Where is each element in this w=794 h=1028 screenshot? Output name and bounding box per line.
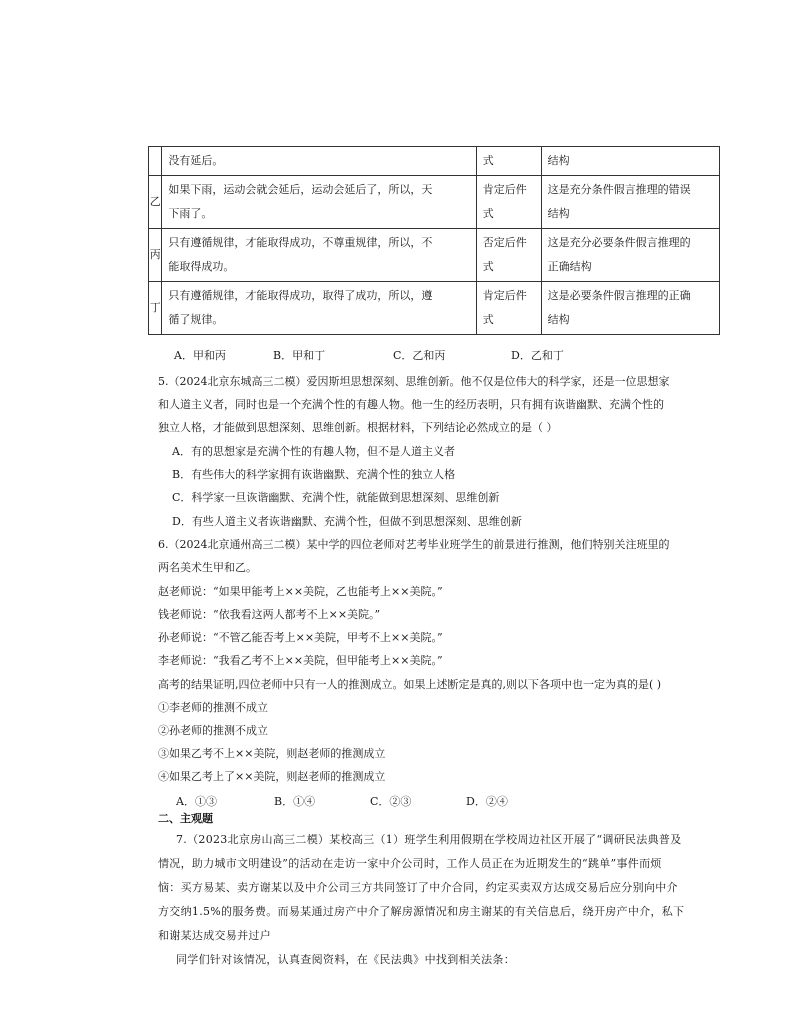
q7-line: 情况，助力城市文明建设”的活动在走访一家中介公司时，工作人员正在为近期发生的“跳单”事件而烦 — [158, 857, 662, 870]
q6-statement: ②孙老师的推测不成立 — [158, 724, 268, 737]
row-label — [149, 147, 162, 176]
option-b: B．甲和丁 — [273, 349, 326, 362]
example-cell: 只有遵循规律，才能取得成功，取得了成功，所以，遵 循了规律。 — [162, 282, 476, 335]
q6-quote-qian: 钱老师说：“依我看这两人都考不上××美院。” — [158, 608, 381, 621]
option-c: C．②③ — [370, 795, 412, 808]
q6-quote-sun: 孙老师说：“不管乙能否考上××美院，甲考不上××美院。” — [158, 631, 443, 644]
reasoning-table — [148, 146, 720, 335]
option-a: A．①③ — [176, 795, 217, 808]
judgement-cell: 这是必要条件假言推理的正确 结构 — [541, 282, 719, 335]
row-label: 丙 — [149, 229, 162, 282]
q5-stem-line: 独立人格，才能做到思想深刻、思维创新。根据材料，下列结论必然成立的是（ ） — [158, 421, 558, 434]
q5-option-c: C．科学家一旦诙谐幽默、充满个性，就能做到思想深刻、思维创新 — [172, 491, 500, 504]
form-cell: 肯定后件 式 — [476, 176, 541, 229]
form-cell: 式 — [476, 147, 541, 176]
q6-stem-line: 两名美术生甲和乙。 — [158, 561, 257, 574]
table-row — [149, 147, 720, 176]
judgement-cell: 这是充分必要条件假言推理的 正确结构 — [541, 229, 719, 282]
example-cell: 没有延后。 — [162, 147, 476, 176]
judgement-cell: 结构 — [541, 147, 719, 176]
q6-stem-line: 6.（2024北京通州高三二模）某中学的四位老师对艺考毕业班学生的前景进行推测，他们特别关注班里的 — [158, 538, 670, 551]
judgement-cell: 这是充分条件假言推理的错误 结构 — [541, 176, 719, 229]
q6-statement: ③如果乙考不上××美院，则赵老师的推测成立 — [158, 747, 386, 760]
q6-quote-zhao: 赵老师说：“如果甲能考上××美院，乙也能考上××美院。” — [158, 585, 443, 598]
q5-option-b: B．有些伟大的科学家拥有诙谐幽默、充满个性的独立人格 — [172, 468, 456, 481]
table-row — [149, 282, 720, 335]
form-cell: 肯定后件 式 — [476, 282, 541, 335]
q6-statement: ①李老师的推测不成立 — [158, 701, 268, 714]
q5-stem-line: 5.（2024北京东城高三二模）爱因斯坦思想深刻、思维创新。他不仅是位伟大的科学家，还是一位思想家 — [158, 375, 670, 388]
example-cell: 只有遵循规律，才能取得成功，不尊重规律，所以，不 能取得成功。 — [162, 229, 476, 282]
q7-line: 7.（2023北京房山高三二模）某校高三（1）班学生利用假期在学校周边社区开展了“调研民法典普及 — [176, 833, 682, 846]
row-label: 丁 — [149, 282, 162, 335]
q6-statement: ④如果乙考上了××美院，则赵老师的推测成立 — [158, 770, 386, 783]
section-title: 二、主观题 — [158, 812, 213, 825]
q7-line: 方交纳1.5%的服务费。而易某通过房产中介了解房源情况和房主谢某的有关信息后，绕开房产中介，私下 — [158, 905, 685, 918]
q7-line: 和谢某达成交易并过户 — [158, 929, 271, 942]
q7-line: 同学们针对该情况，认真查阅资料，在《民法典》中找到相关法条： — [176, 953, 515, 966]
form-cell: 否定后件 式 — [476, 229, 541, 282]
q5-option-d: D．有些人道主义者诙谐幽默、充满个性，但做不到思想深刻、思维创新 — [172, 515, 522, 528]
q5-stem-line: 和人道主义者，同时也是一个充满个性的有趣人物。他一生的经历表明，只有拥有诙谐幽默、充满个性的 — [158, 398, 664, 411]
option-c: C．乙和丙 — [393, 349, 446, 362]
q6-question: 高考的结果证明,四位老师中只有一人的推测成立。如果上述断定是真的,则以下各项中也一定为真的是( ) — [158, 678, 662, 691]
q7-line: 恼：买方易某、卖方谢某以及中介公司三方共同签订了中介合同，约定买卖双方达成交易后应分别向中介 — [158, 881, 678, 894]
option-b: B．①④ — [274, 795, 316, 808]
table-row — [149, 229, 720, 282]
example-cell: 如果下雨，运动会就会延后，运动会延后了，所以，天 下雨了。 — [162, 176, 476, 229]
table-row — [149, 176, 720, 229]
option-d: D．乙和丁 — [511, 349, 564, 362]
q5-option-a: A．有的思想家是充满个性的有趣人物，但不是人道主义者 — [172, 445, 455, 458]
option-a: A．甲和丙 — [174, 349, 226, 362]
row-label: 乙 — [149, 176, 162, 229]
q6-quote-li: 李老师说：“我看乙考不上××美院，但甲能考上××美院。” — [158, 654, 443, 667]
option-d: D．②④ — [466, 795, 508, 808]
